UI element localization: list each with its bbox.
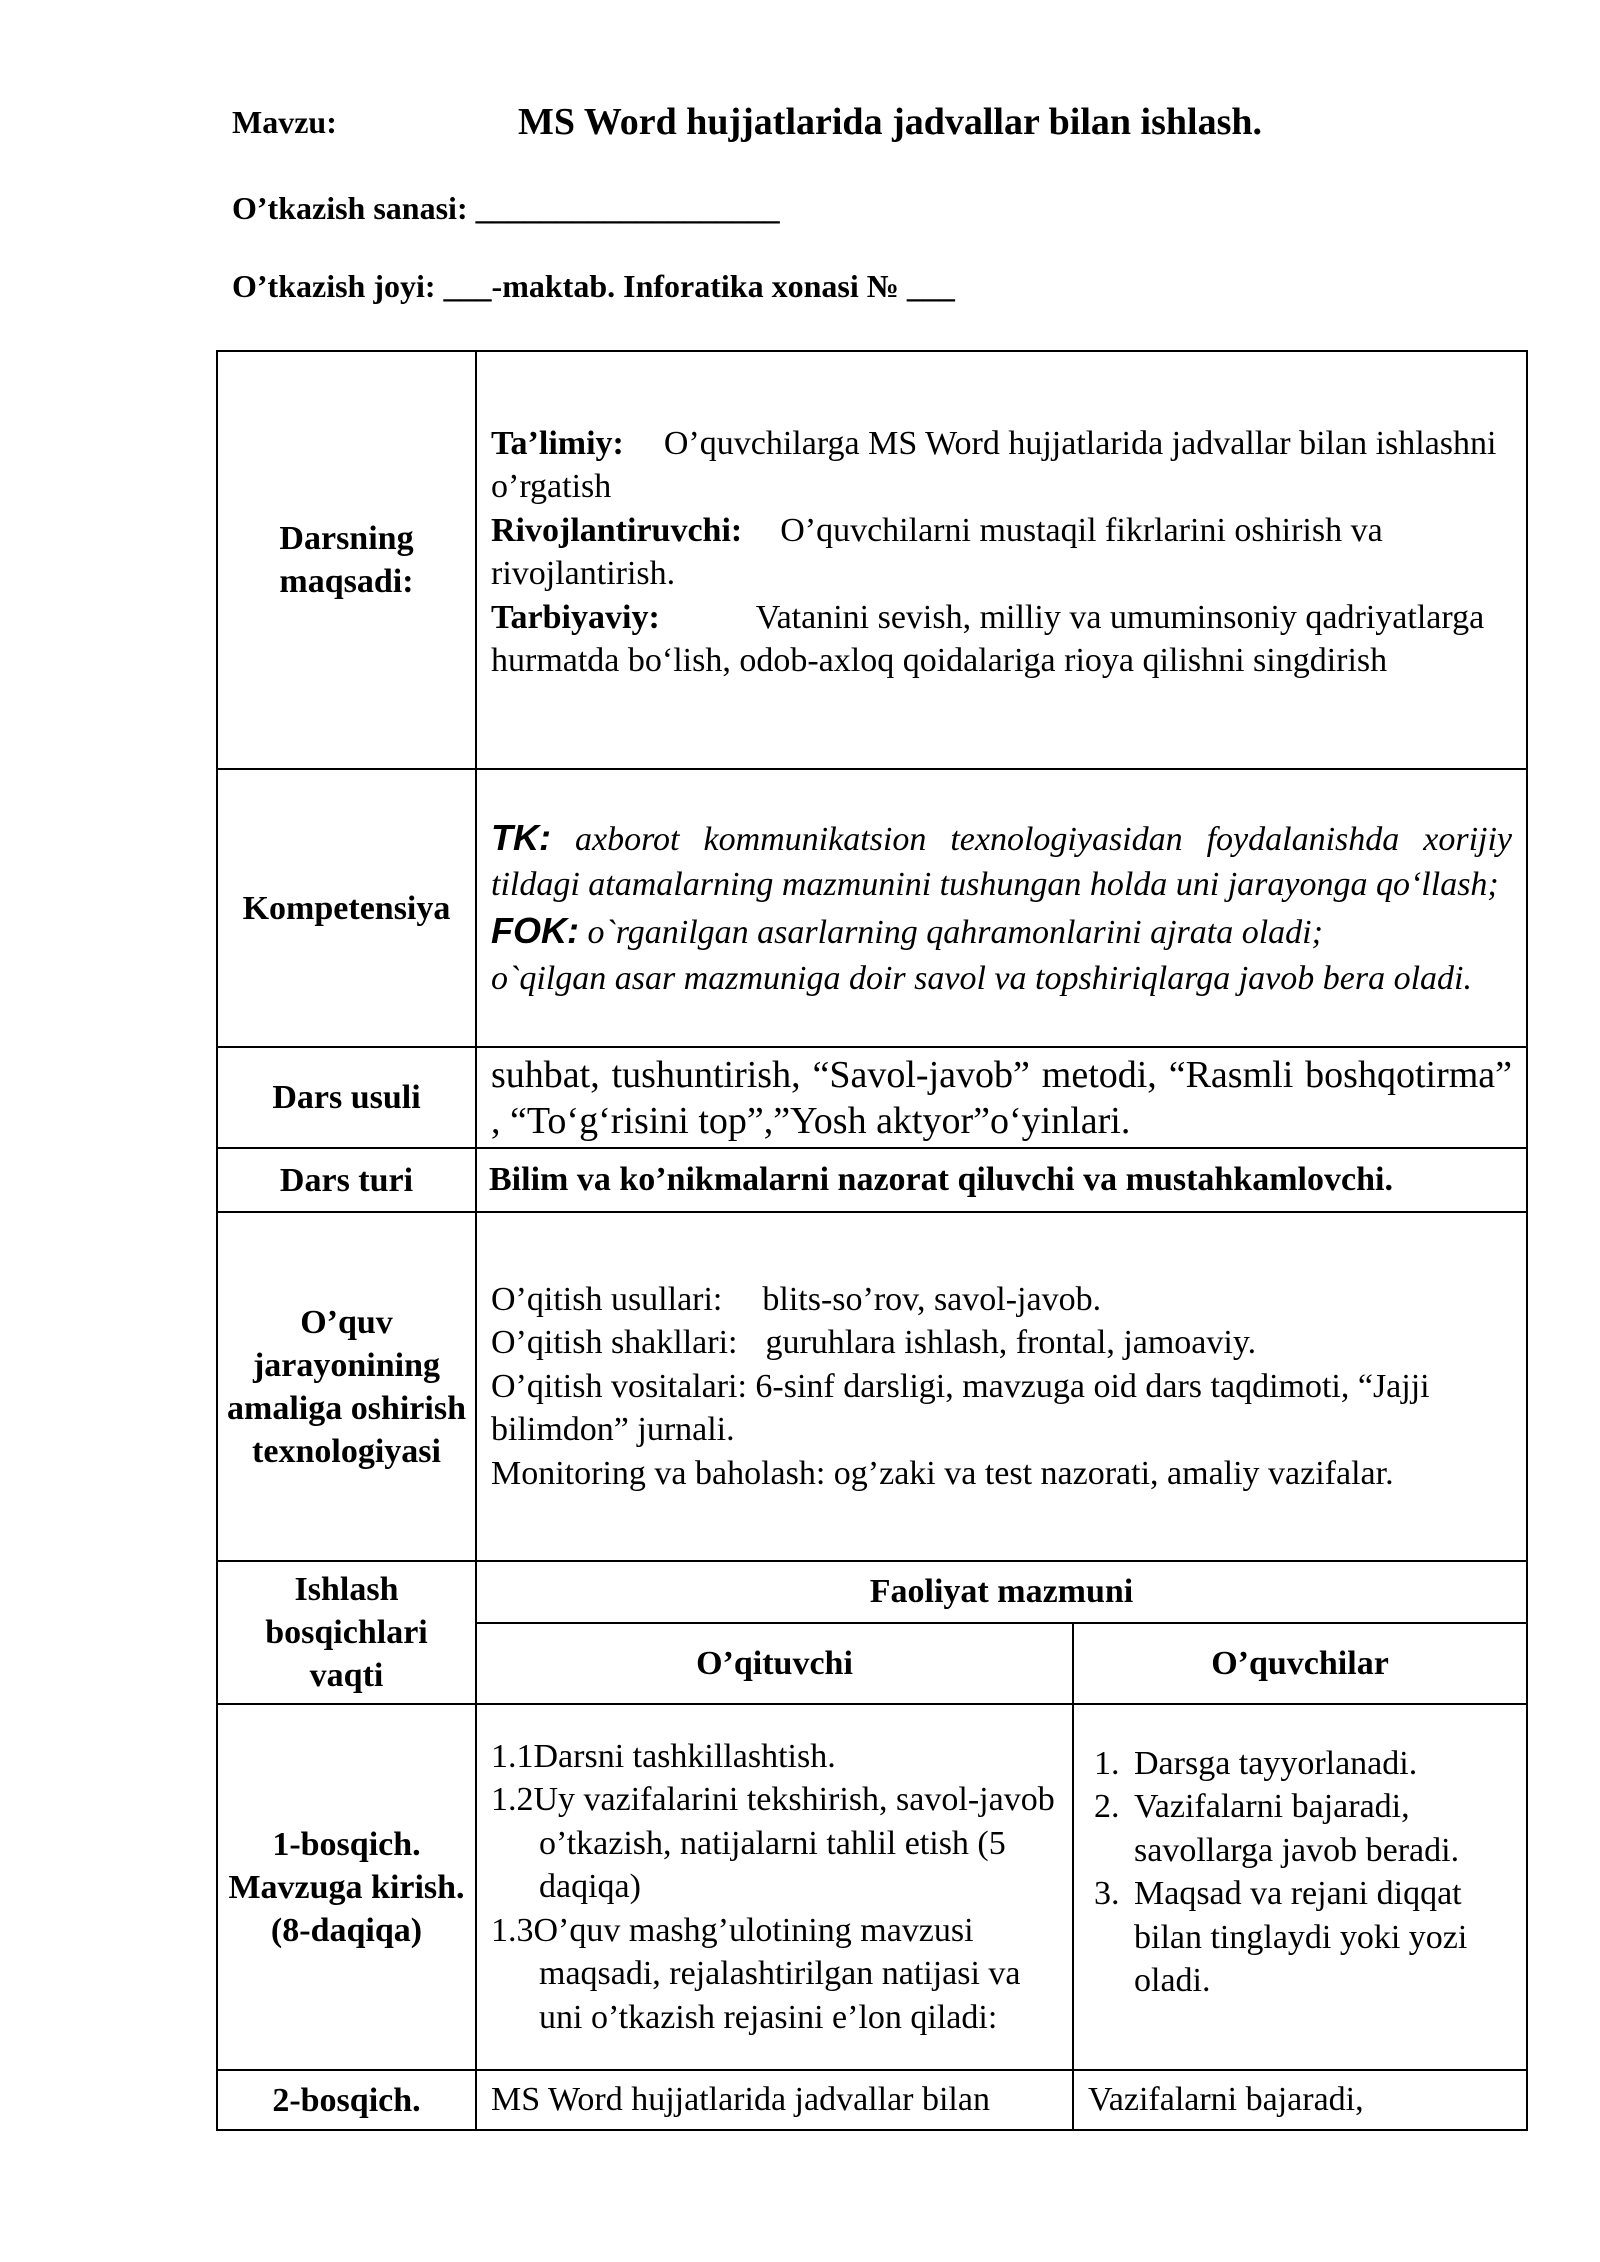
upbringing-label: Tarbiyaviy: [491,598,660,636]
date-line: O’tkazish sanasi: ___________________ [232,190,780,226]
competence-line-3: o`qilgan asar mazmuniga doir savol va topshiriqlarga javob bera oladi. [491,960,1472,997]
row-lesson-goal [217,351,1527,769]
row-stage-1 [217,1704,1527,2070]
methods-text: blits-so’rov, savol-javob. [762,1280,1102,1318]
students-column-header: O’quvchilar [1073,1623,1527,1704]
lesson-title: MS Word hujjatlarida jadvallar bilan ishlash. [518,101,1262,143]
lesson-plan-table [216,350,1528,2131]
educational-text: O’quvchilarga MS Word hujjatlarida jadvallar bilan ishlashni o’rgatish [491,424,1497,505]
tk-text: axborot kommunikatsion texnologiyasidan foydalanishda xorijiy tildagi atamalarning mazmunini tushungan holda uni jarayonga qo‘llash; [491,821,1513,903]
competence-content [476,769,1527,1047]
lesson-type-text: Bilim va ko’nikmalarni nazorat qiluvchi va mustahkamlovchi. [476,1148,1527,1212]
technology-content [476,1212,1527,1561]
stage-1-label: 1-bosqich. Mavzuga kirish. (8-daqiqa) [217,1704,476,2070]
technology-label: O’quv jarayonining amaliga oshirish texnologiyasi [217,1212,476,1561]
row-method [217,1047,1527,1148]
teacher-column-header: O’qituvchi [476,1623,1073,1704]
list-item: 3. Maqsad va rejani diqqat bilan tinglaydi yoki yozi oladi. [1128,1872,1520,2003]
stage-2-students: Vazifalarni bajaradi, [1073,2070,1527,2130]
developmental-text: O’quvchilarni mustaqil fikrlarini oshirish va rivojlantirish. [491,511,1383,592]
goal-content [476,351,1527,769]
method-label: Dars usuli [217,1047,476,1148]
list-item: 2. Vazifalarni bajaradi, savollarga javob beradi. [1128,1785,1520,1872]
list-item: 1.3O’quv mashg’ulotining mavzusi maqsadi, rejalashtirilgan natijasi va uni o’tkazish rejasini e’lon qiladi: [491,1911,1021,2036]
stage-2-teacher: MS Word hujjatlarida jadvallar bilan [476,2070,1073,2130]
fok-label: FOK: [491,910,579,951]
methods-label: O’qitish usullari: [491,1280,723,1318]
tools-text: O’qitish vositalari: 6-sinf darsligi, mavzuga oid dars taqdimoti, “Jajji bilimdon” jurnali. [491,1367,1430,1449]
row-technology [217,1212,1527,1561]
upbringing-text: Vatanini sevish, milliy va umuminsoniy qadriyatlarga hurmatda bo‘lish, odob-axloq qoidalariga rioya qilishni singdirish [491,598,1485,679]
row-activity-header [217,1561,1527,1623]
topic-label: Mavzu: [232,104,337,140]
lesson-type-label: Dars turi [217,1148,476,1212]
list-item: 1. Darsga tayyorlanadi. [1128,1742,1520,1786]
tk-label: TK: [491,817,551,858]
stage-time-header: Ishlash bosqichlari vaqti [217,1561,476,1704]
activity-content-header: Faoliyat mazmuni [476,1561,1527,1623]
developmental-label: Rivojlantiruvchi: [491,511,743,549]
list-item: 1.1Darsni tashkillashtish. [491,1737,836,1775]
method-text: suhbat, tushuntirish, “Savol-javob” metodi, “Rasmli boshqotirma” , “To‘g‘risini top”,”Yosh aktyor”o‘yinlari. [476,1047,1527,1148]
row-competence [217,769,1527,1047]
competence-label: Kompetensiya [217,769,476,1047]
row-lesson-type [217,1148,1527,1212]
stage-1-students [1073,1704,1527,2070]
fok-text: o`rganilgan asarlarning qahramonlarini ajrata oladi; [587,914,1323,951]
forms-text: guruhlara ishlash, frontal, jamoaviy. [765,1324,1257,1362]
forms-label: O’qitish shakllari: [491,1324,738,1362]
educational-label: Ta’limiy: [491,424,624,462]
goal-label: Darsning maqsadi: [217,351,476,769]
row-stage-2 [217,2070,1527,2130]
monitoring-text: Monitoring va baholash: og’zaki va test nazorati, amaliy vazifalar. [491,1454,1394,1492]
location-line: O’tkazish joyi: ___-maktab. Inforatika xonasi № ___ [232,268,955,304]
list-item: 1.2Uy vazifalarini tekshirish, savol-javob o’tkazish, natijalarni tahlil etish (5 daqiqa) [491,1781,1055,1906]
stage-2-label: 2-bosqich. [217,2070,476,2130]
stage-1-teacher [476,1704,1073,2070]
